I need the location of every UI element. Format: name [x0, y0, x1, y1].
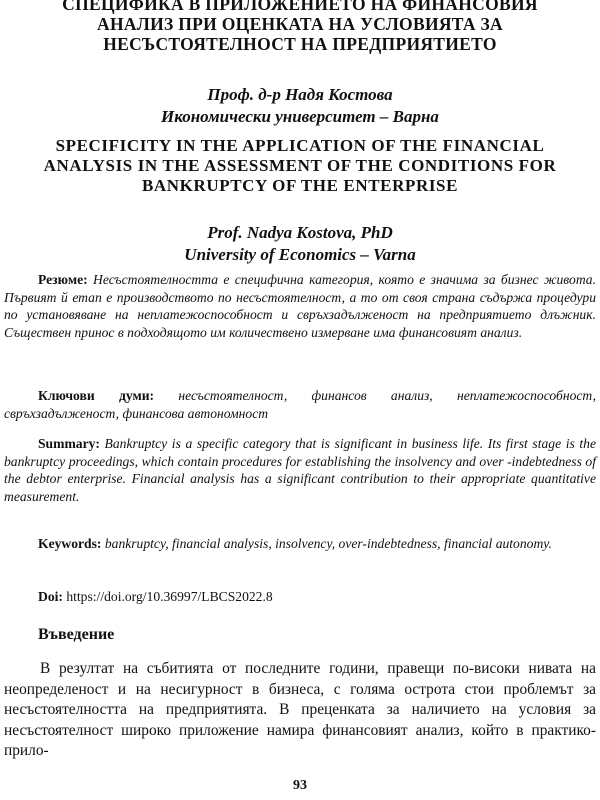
author-name-bulgarian: Проф. д-р Надя Костова [207, 85, 393, 104]
keywords-bulgarian [4, 387, 596, 422]
section-heading-introduction: Въведение [38, 626, 115, 643]
abstract-english [4, 435, 596, 505]
title-english: SPECIFICITY IN THE APPLICATION OF THE FINANCIAL ANALYSIS IN THE ASSESSMENT OF THE CONDITIONS FOR BANKRUPTCY OF THE ENTERPRISE [43, 136, 557, 195]
doi-line [38, 588, 578, 606]
abstract-bulgarian [4, 271, 596, 341]
abstract-label-english: Summary: [38, 436, 100, 451]
body-paragraph: В резултат на събитията от последните години, правещи по-високи нивата на неопределеност и на несигурност в бизнеса, с голяма острота стои проблемът за несъстоятелността на предприятията. В преценката за наличието на условия за несъстоятелност широко приложение намира финансовият анализ, който в практико-прило- [4, 660, 596, 760]
keywords-label-english: Keywords: [38, 536, 102, 551]
author-block-english [40, 222, 560, 266]
page-number: 93 [293, 778, 307, 793]
author-block-bulgarian [40, 84, 560, 128]
keywords-text-english: bankruptcy, financial analysis, insolvency, over-indebtedness, financial autonomy. [104, 536, 552, 551]
abstract-text-bulgarian: Несъстоятелността е специфична категория, която е значима за бизнес живота. Първият й етап е производството по несъстоятелност, а то от своя страна съдържа процедури по установяване на неплатежоспособност и свръхзадълженост на предприятието длъжник. Съществен принос в подходящото им количествено измерване има финансовият анализ. [4, 272, 596, 340]
keywords-text-bulgarian: несъстоятелност, финансов анализ, неплатежоспособност, свръхзадълженост, финансова автономност [4, 388, 596, 421]
title-bulgarian: СПЕЦИФИКА В ПРИЛОЖЕНИЕТО НА ФИНАНСОВИЯ АНАЛИЗ ПРИ ОЦЕНКАТА НА УСЛОВИЯТА ЗА НЕСЪСТОЯТЕЛНОСТ НА ПРЕДПРИЯТИЕТО [62, 0, 538, 54]
doi-link[interactable]: https://doi.org/10.36997/LBCS2022.8 [66, 589, 273, 604]
author-affiliation-bulgarian: Икономически университет – Варна [161, 107, 439, 126]
author-name-english: Prof. Nadya Kostova, PhD [207, 223, 393, 242]
abstract-text-english: Bankruptcy is a specific category that is significant in business life. Its first stage is the bankruptcy proceedings, which contain procedures for establishing the insolvency and over -indebtedness of the debtor enterprise. Financial analysis has a significant contribution to their appropriate quantitative measurement. [4, 436, 596, 504]
author-affiliation-english: University of Economics – Varna [184, 245, 416, 264]
keywords-english [4, 535, 596, 553]
abstract-label-bulgarian: Резюме: [38, 272, 88, 287]
keywords-label-bulgarian: Ключови думи: [38, 388, 155, 403]
doi-label: Doi: [38, 589, 63, 604]
